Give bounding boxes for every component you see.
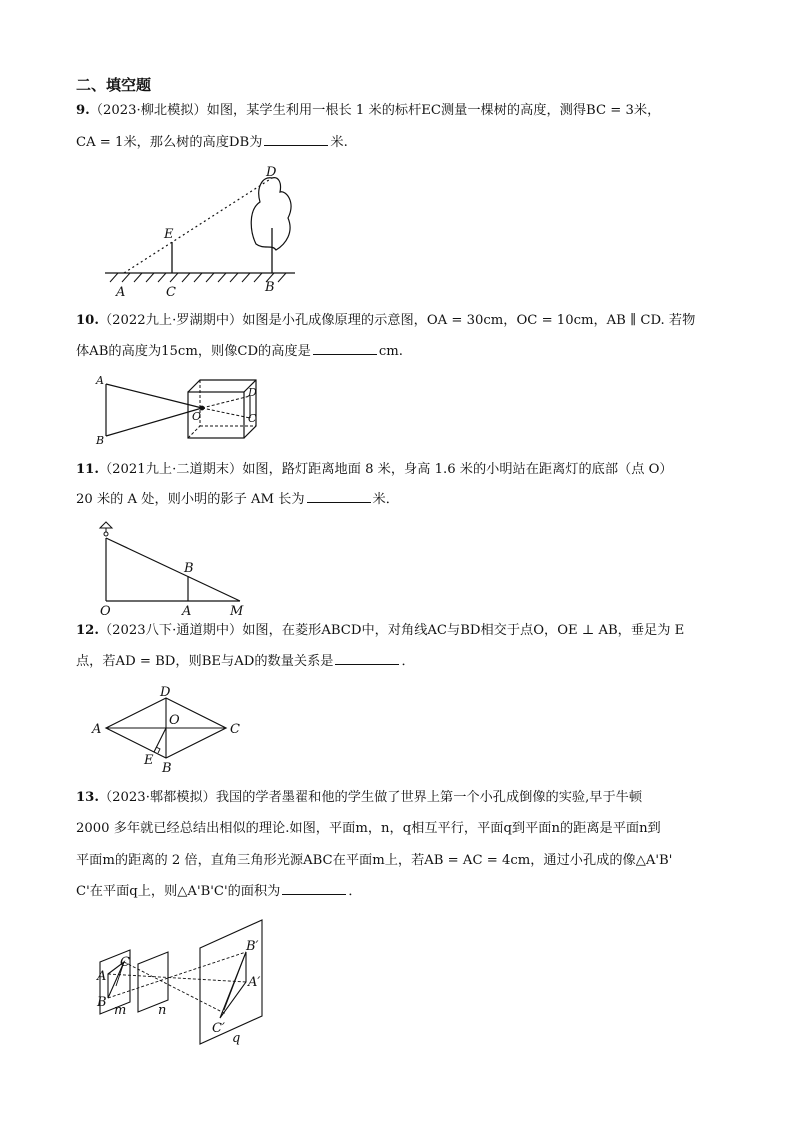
q9-text1: 如图，某学生利用一根长 1 米的标杆EC测量一棵树的高度，测得BC = 3米， xyxy=(206,103,661,118)
q11-answer-blank[interactable] xyxy=(307,490,371,503)
q12-label-o: O xyxy=(169,713,180,728)
q9-source: （2023·柳北模拟） xyxy=(89,103,207,118)
q12-figure xyxy=(90,680,250,776)
q12-text1: 如图，在菱形ABCD中，对角线AC与BD相交于点O，OE ⊥ AB，垂足为 E xyxy=(242,623,685,638)
q11-label-m: M xyxy=(230,604,244,618)
q13-text4-end: ． xyxy=(348,884,362,899)
q12-line1 xyxy=(76,621,684,641)
q10-answer-blank[interactable] xyxy=(313,342,377,355)
q11-text1: 如图，路灯距离地面 8 米，身高 1.6 米的小明站在距离灯的底部（点 O） xyxy=(242,462,673,477)
q13-label-q: q xyxy=(232,1031,241,1046)
q13-label-b-prime: B′ xyxy=(246,939,259,954)
q11-number: 11. xyxy=(76,462,99,477)
q12-text2: 点，若AD = BD，则BE与AD的数量关系是 xyxy=(76,654,334,669)
q10-label-a: A xyxy=(96,374,104,387)
q10-line1 xyxy=(76,311,695,331)
q11-label-b: B xyxy=(184,561,194,576)
q9-label-a: A xyxy=(116,285,126,300)
q9-line2 xyxy=(76,133,348,153)
q11-line2 xyxy=(76,490,399,510)
q11-label-o: O xyxy=(100,604,111,618)
q13-line2: 2000 多年就已经总结出相似的理论.如图，平面m，n，q相互平行，平面q到平面n的距离是平面n到 xyxy=(76,821,661,836)
q12-source: （2023八下·通道期中） xyxy=(98,623,243,638)
q13-label-m: m xyxy=(114,1003,127,1018)
q13-text1: 我国的学者墨翟和他的学生做了世界上第一个小孔成倒像的实验,早于牛顿 xyxy=(215,790,643,805)
q9-label-d: D xyxy=(266,165,277,180)
q12-label-b: B xyxy=(162,761,172,776)
q12-label-a: A xyxy=(92,722,102,737)
q11-text2-end: 米． xyxy=(372,492,399,507)
q12-label-d: D xyxy=(160,685,171,700)
q10-label-b: B xyxy=(96,434,105,447)
q11-text2: 20 米的 A 处，则小明的影子 AM 长为 xyxy=(76,492,305,507)
q10-label-o: O xyxy=(192,410,202,423)
q10-line2 xyxy=(76,342,403,362)
q9-label-c: C xyxy=(166,285,176,300)
q13-label-a-prime: A′ xyxy=(248,975,261,990)
q11-source: （2021九上·二道期末） xyxy=(98,462,243,477)
q9-figure xyxy=(100,158,300,300)
q12-label-c: C xyxy=(230,722,240,737)
q13-line4 xyxy=(76,882,362,902)
q10-label-c: C xyxy=(248,412,257,425)
q11-line1 xyxy=(76,460,673,480)
q10-text2-end: cm. xyxy=(378,344,403,359)
q13-label-c: C xyxy=(120,955,130,970)
q13-label-c-prime: C′ xyxy=(212,1021,225,1036)
q10-text1: 如图是小孔成像原理的示意图，OA = 30cm，OC = 10cm，AB ∥ CD. 若物 xyxy=(242,313,696,328)
q9-number: 9. xyxy=(76,103,90,118)
q13-label-a: A xyxy=(97,969,107,984)
q9-answer-blank[interactable] xyxy=(264,133,328,146)
q13-line3: 平面m的距离的 2 倍，直角三角形光源ABC在平面m上，若AB = AC = 4cm，通过小孔成的像△A'B' xyxy=(76,853,673,868)
q12-text2-end: ． xyxy=(401,654,415,669)
q10-text2: 体AB的高度为15cm，则像CD的高度是 xyxy=(76,344,311,359)
q13-answer-blank[interactable] xyxy=(282,882,346,895)
section-title: 二、填空题 xyxy=(76,76,152,94)
q13-line1 xyxy=(76,788,642,808)
q12-answer-blank[interactable] xyxy=(335,652,399,665)
q13-figure xyxy=(92,914,282,1049)
q10-number: 10. xyxy=(76,313,99,328)
q10-source: （2022九上·罗湖期中） xyxy=(98,313,243,328)
q13-source: （2023·郫都模拟） xyxy=(98,790,216,805)
q9-text2-end: 米. xyxy=(330,135,348,150)
q12-label-e: E xyxy=(144,753,154,768)
q10-figure xyxy=(92,370,272,448)
q13-number: 13. xyxy=(76,790,99,805)
q9-label-b: B xyxy=(265,280,275,295)
q13-label-b: B xyxy=(97,995,107,1010)
q11-figure xyxy=(92,518,252,618)
q9-text2: CA = 1米，那么树的高度DB为 xyxy=(76,135,263,150)
q13-text4: C'在平面q上，则△A'B'C'的面积为 xyxy=(76,884,281,899)
q9-label-e: E xyxy=(164,227,174,242)
q12-line2 xyxy=(76,652,415,672)
q10-label-d: D xyxy=(248,386,257,399)
q12-number: 12. xyxy=(76,623,99,638)
q11-label-a: A xyxy=(182,604,192,618)
q13-label-n: n xyxy=(158,1003,167,1018)
q9-line1 xyxy=(76,101,660,121)
